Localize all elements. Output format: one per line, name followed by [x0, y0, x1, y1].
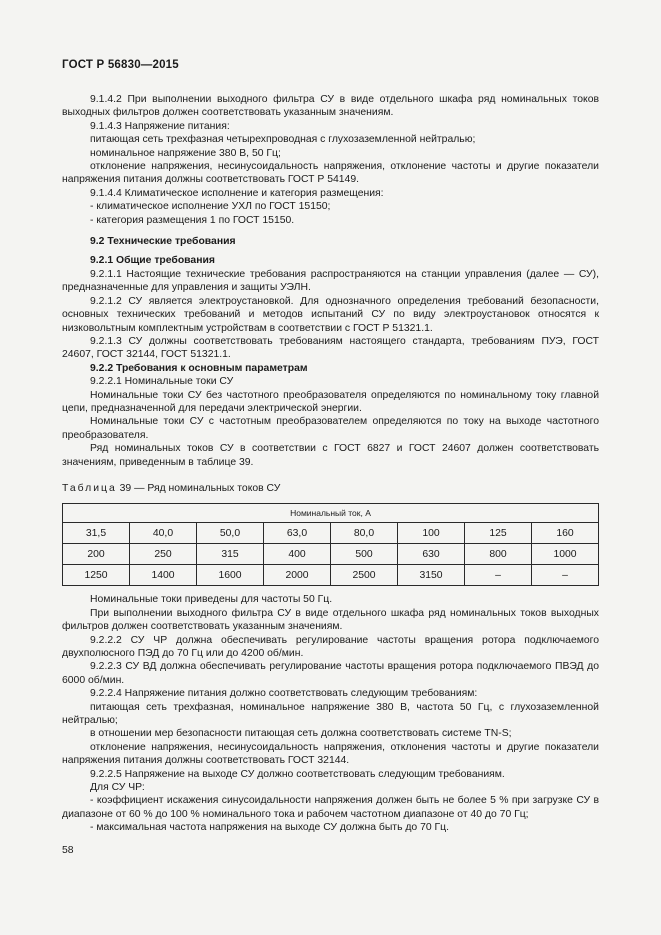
table-cell: 31,5 [63, 523, 130, 544]
paragraph: 9.2.2.3 СУ ВД должна обеспечивать регулирование частоты вращения ротора подключаемого ПВЭД до 6000 об/мин. [62, 661, 599, 686]
paragraph: 9.2.2.4 Напряжение питания должно соответствовать следующим требованиям: [90, 688, 478, 700]
paragraph: Ряд номинальных токов СУ в соответствии с ГОСТ 6827 и ГОСТ 24607 должен соответствовать значениям, приведенным в таблице 39. [62, 443, 599, 468]
paragraph: 9.2.1.1 Настоящие технические требования распространяются на станции управления (далее — СУ), предназначенные для управления и защиты УЭЛН. [62, 268, 599, 294]
document-body [62, 93, 599, 835]
table-caption-label: Таблица [62, 482, 117, 494]
table-row [63, 523, 599, 544]
paragraph: - климатическое исполнение УХЛ по ГОСТ 15150; [90, 201, 331, 213]
table-cell: 2500 [331, 565, 398, 586]
table-row [63, 544, 599, 565]
table-cell: 800 [465, 544, 532, 565]
table-cell: 1250 [63, 565, 130, 586]
rated-currents-table [62, 503, 599, 586]
paragraph: Номинальные токи СУ с частотным преобразователем определяются по току на выходе частотного преобразователя. [62, 416, 599, 441]
paragraph: - максимальная частота напряжения на выходе СУ должна быть до 70 Гц. [90, 822, 450, 834]
table-cell: 80,0 [331, 523, 398, 544]
table-cell: 3150 [398, 565, 465, 586]
paragraph: - категория размещения 1 по ГОСТ 15150. [90, 214, 295, 226]
table-cell: 160 [532, 523, 599, 544]
paragraph: - коэффициент искажения синусоидальности напряжения должен быть не более 5 % при загрузке СУ в диапазоне от 60 % до 100 % номинального тока и рабочем частотном диапазоне от 40 до 70 Гц; [62, 795, 599, 820]
paragraph: 9.2.1.2 СУ является электроустановкой. Для однозначного определения требований безопасности, основных технических требований и методов испытаний СУ по виду электроустановок относятся к низковольтным комплектным устройствам в соответствии с ГОСТ Р 51321.1. [62, 295, 599, 334]
table-cell: 125 [465, 523, 532, 544]
table-cell: 200 [63, 544, 130, 565]
table-cell: 400 [264, 544, 331, 565]
section-heading: 9.2 Технические требования [90, 236, 236, 248]
paragraph: 9.1.4.2 При выполнении выходного фильтра СУ в виде отдельного шкафа ряд номинальных токов выходных фильтров должен соответствовать указанным значениям. [62, 94, 599, 119]
section-heading: 9.2.1 Общие требования [90, 255, 215, 267]
paragraph: 9.1.4.3 Напряжение питания: [90, 120, 230, 132]
document-header: ГОСТ Р 56830—2015 [62, 59, 179, 71]
table-header-row [63, 504, 599, 523]
table-cell: – [465, 565, 532, 586]
table-cell: 100 [398, 523, 465, 544]
table-row [63, 565, 599, 586]
table-cell: 1600 [197, 565, 264, 586]
paragraph: 9.2.2.1 Номинальные токи СУ [90, 376, 234, 388]
paragraph: 9.2.2.5 Напряжение на выходе СУ должно соответствовать следующим требованиям. [90, 768, 505, 780]
table-cell: 315 [197, 544, 264, 565]
paragraph: 9.2.1.3 СУ должны соответствовать требованиям настоящего стандарта, требованиям ПУЭ, ГОСТ 24607, ГОСТ 32144, ГОСТ 51321.1. [62, 335, 599, 361]
paragraph: Для СУ ЧР: [90, 782, 145, 794]
table-cell: 63,0 [264, 523, 331, 544]
table-cell: 500 [331, 544, 398, 565]
table-cell: – [532, 565, 599, 586]
table-cell: 2000 [264, 565, 331, 586]
paragraph: При выполнении выходного фильтра СУ в виде отдельного шкафа ряд номинальных токов выходных фильтров должен соответствовать указанным значениям. [62, 607, 599, 633]
section-heading: 9.2.2 Требования к основным параметрам [90, 362, 308, 374]
table-caption-text: 39 — Ряд номинальных токов СУ [116, 482, 281, 494]
paragraph: отклонение напряжения, несинусоидальность напряжения, отклонения частоты и другие показатели напряжения питания должны соответствовать ГОСТ 32144. [62, 741, 599, 767]
paragraph: номинальное напряжение 380 В, 50 Гц; [90, 147, 281, 159]
table-cell: 40,0 [130, 523, 197, 544]
table-cell: 1000 [532, 544, 599, 565]
bottom-section [62, 593, 599, 834]
table-cell: 250 [130, 544, 197, 565]
paragraph: отклонение напряжения, несинусоидальность напряжения, отклонение частоты и другие показатели напряжения питания должны соответствовать ГОСТ Р 54149. [62, 161, 599, 186]
top-section [62, 93, 599, 469]
paragraph: в отношении мер безопасности питающая сеть должна соответствовать системе TN-S; [90, 728, 512, 740]
paragraph: 9.2.2.2 СУ ЧР должна обеспечивать регулирование частоты вращения ротора подключаемого двухполюсного ПЭД до 70 Гц или до 4200 об/мин. [62, 634, 599, 659]
paragraph: питающая сеть трехфазная четырехпроводная с глухозаземленной нейтралью; [90, 134, 476, 146]
table-header-cell: Номинальный ток, А [63, 504, 599, 523]
table-caption [62, 482, 599, 495]
table-cell: 1400 [130, 565, 197, 586]
paragraph: Номинальные токи СУ без частотного преобразователя определяются по номинальному току главной цепи, предназначенной для передачи электрической энергии. [62, 389, 599, 414]
table-cell: 630 [398, 544, 465, 565]
page-number: 58 [62, 845, 74, 856]
paragraph: 9.1.4.4 Климатическое исполнение и категория размещения: [90, 187, 384, 199]
paragraph: питающая сеть трехфазная, номинальное напряжение 380 В, частота 50 Гц, с глухозаземленной нейтралью; [62, 701, 599, 727]
paragraph: Номинальные токи приведены для частоты 50 Гц. [90, 594, 333, 606]
table-cell: 50,0 [197, 523, 264, 544]
